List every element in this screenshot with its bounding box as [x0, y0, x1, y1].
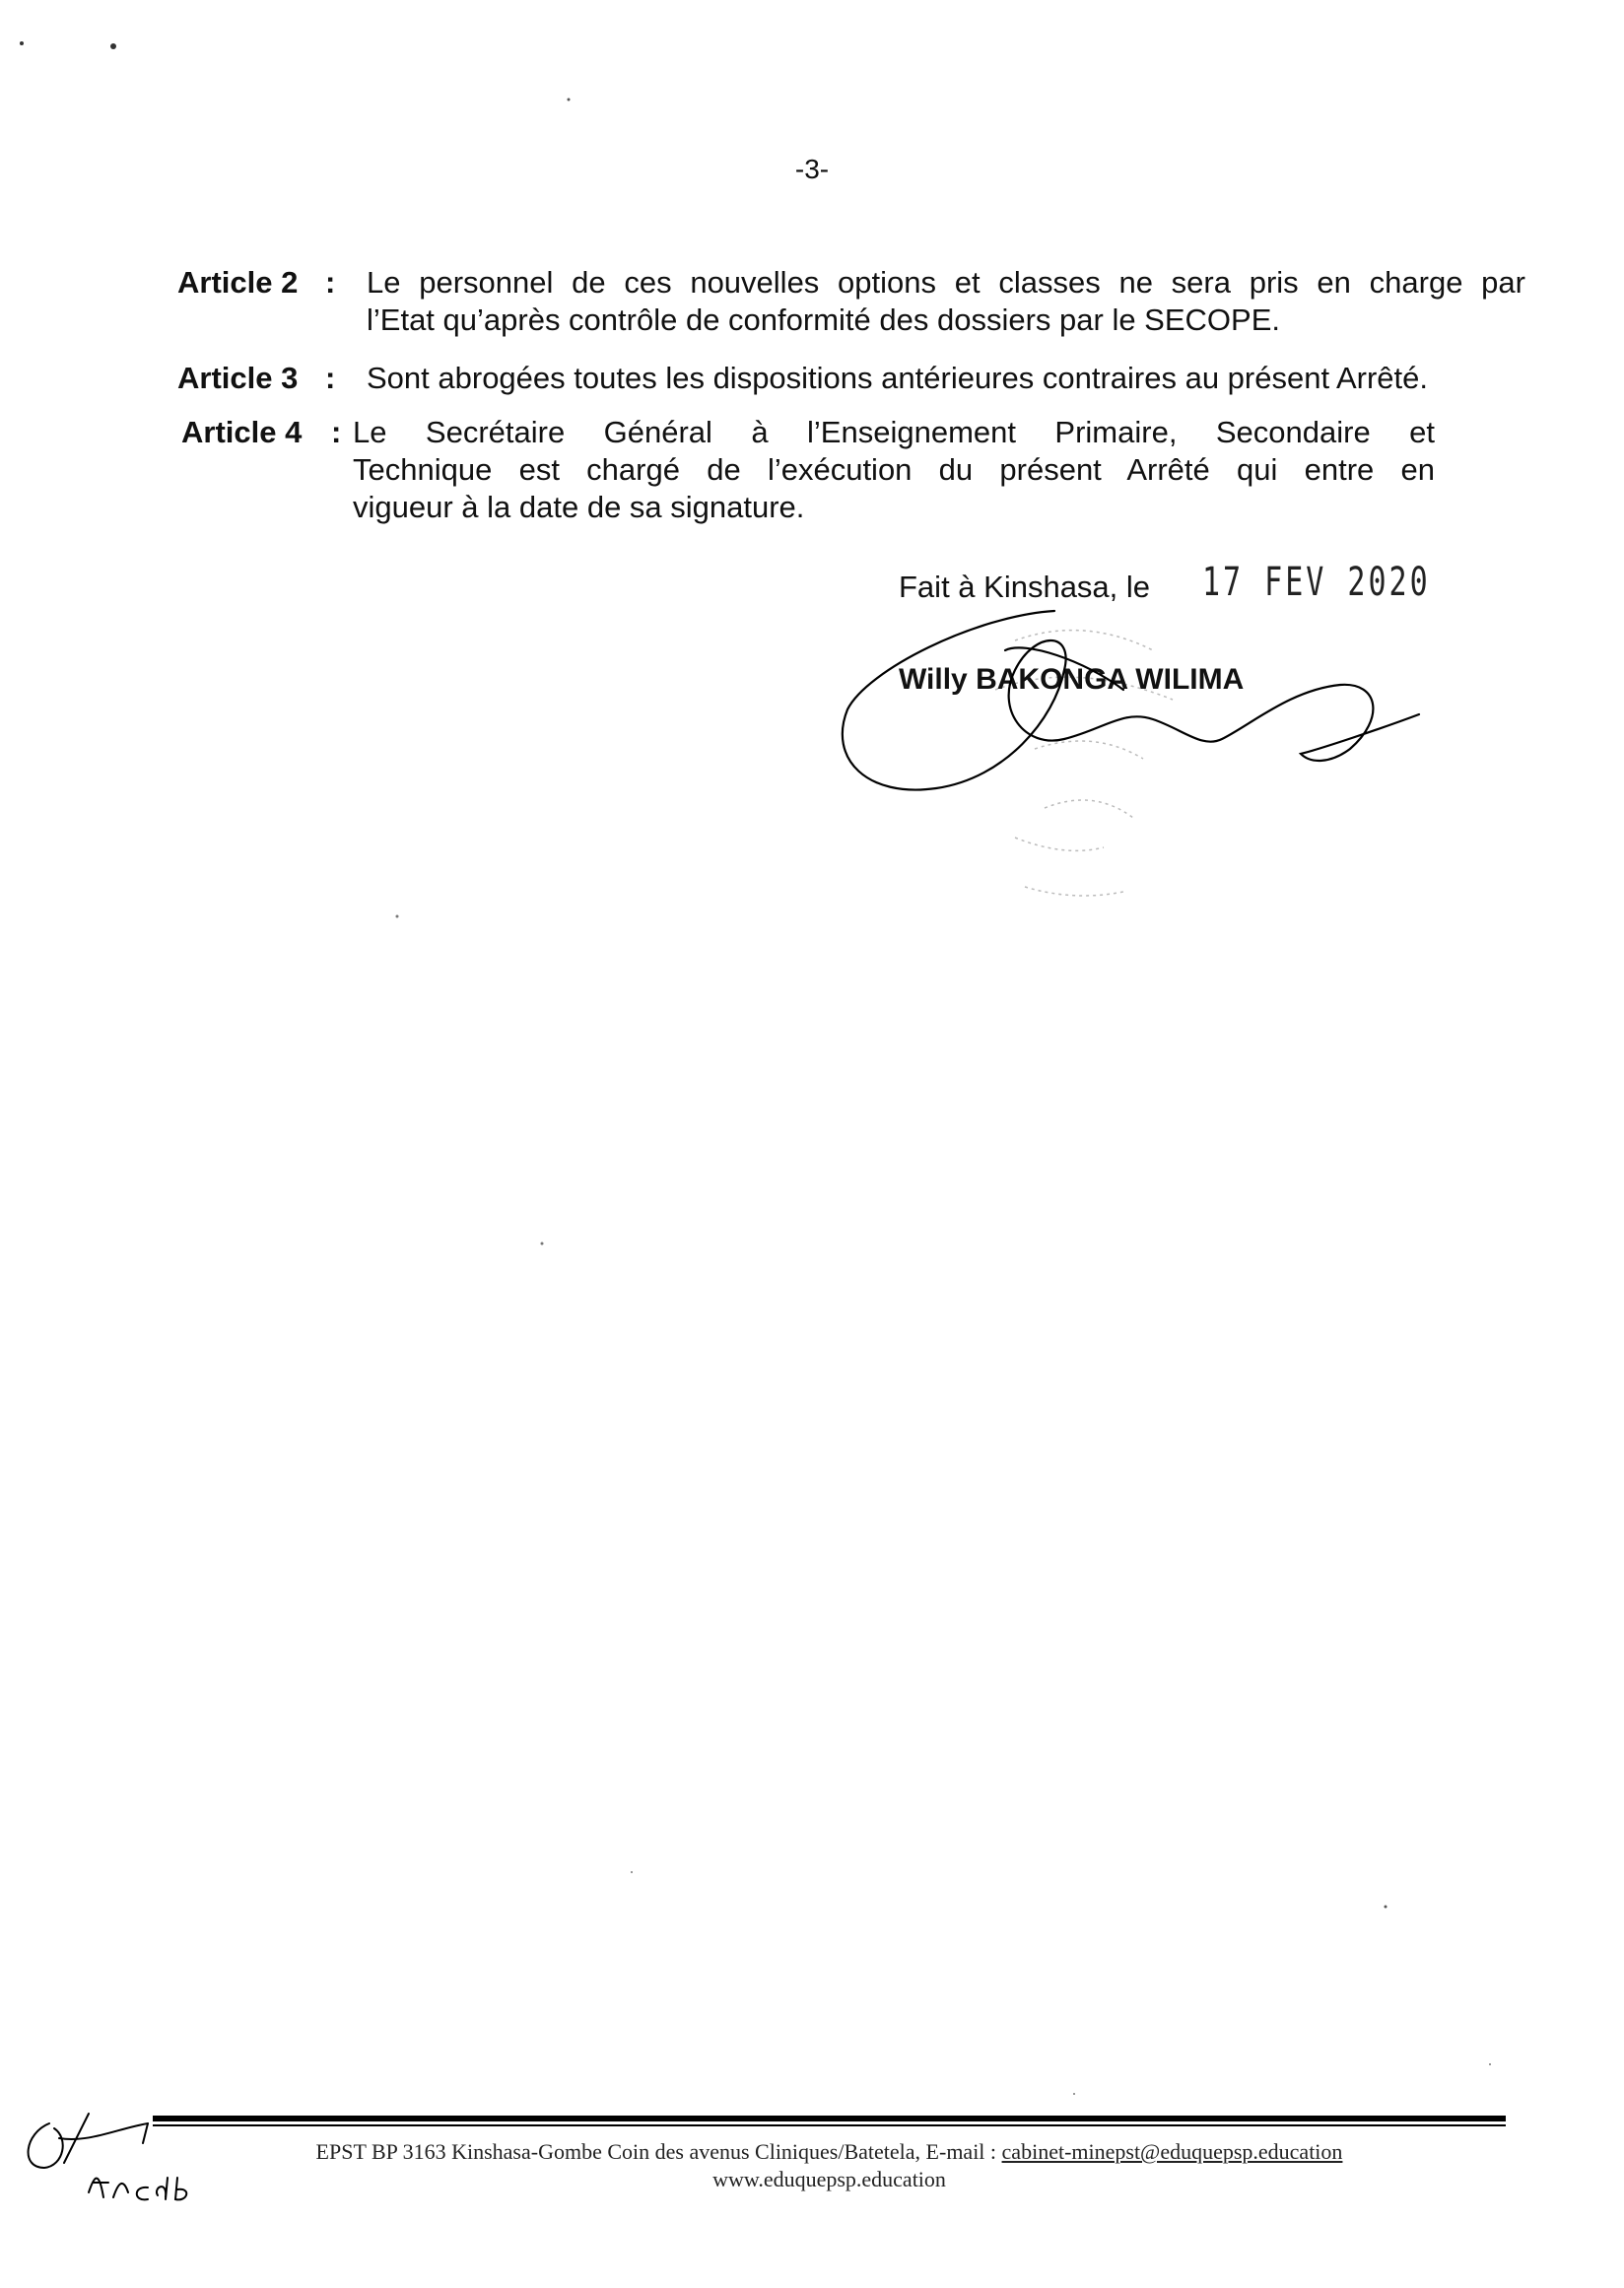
signer-name: Willy BAKONGA WILIMA: [899, 663, 1245, 696]
footer-email-link[interactable]: cabinet-minepst@eduquepsp.education: [1001, 2139, 1343, 2164]
place-line: Fait à Kinshasa, le: [899, 570, 1151, 604]
article-label: Article 4: [181, 415, 303, 449]
article-text: [367, 360, 1525, 397]
article-text: [367, 264, 1525, 339]
footer: [153, 2138, 1506, 2193]
article-line: l’Etat qu’après contrôle de conformité des dossiers par le SECOPE.: [367, 303, 1281, 337]
date-stamp: 17 FEV 2020: [1202, 560, 1431, 605]
article-line: Technique est chargé de l’exécution du présent Arrêté qui entre en: [353, 452, 1435, 487]
footer-rule: [153, 2116, 1506, 2121]
footer-website[interactable]: www.eduquepsp.education: [712, 2167, 946, 2191]
article-label: Article 3: [177, 361, 299, 395]
article-line: Le personnel de ces nouvelles options et classes ne sera pris en charge par: [367, 265, 1525, 300]
article-separator: :: [325, 361, 336, 395]
article-separator: :: [331, 415, 342, 449]
handwritten-signature: [828, 591, 1439, 808]
footer-address-line: [153, 2138, 1506, 2166]
page-number: -3-: [794, 154, 830, 184]
article-separator: :: [325, 265, 336, 300]
article-text: [353, 414, 1435, 526]
article-line: Le Secrétaire Général à l’Enseignement Primaire, Secondaire et: [353, 415, 1435, 449]
footer-address: EPST BP 3163 Kinshasa-Gombe Coin des avenus Cliniques/Batetela, E-mail :: [315, 2139, 997, 2164]
article-line: Sont abrogées toutes les dispositions antérieures contraires au présent Arrêté.: [367, 361, 1429, 395]
article-label: Article 2: [177, 265, 299, 300]
article-line: vigueur à la date de sa signature.: [353, 490, 805, 524]
footer-rule-thin: [153, 2124, 1506, 2126]
